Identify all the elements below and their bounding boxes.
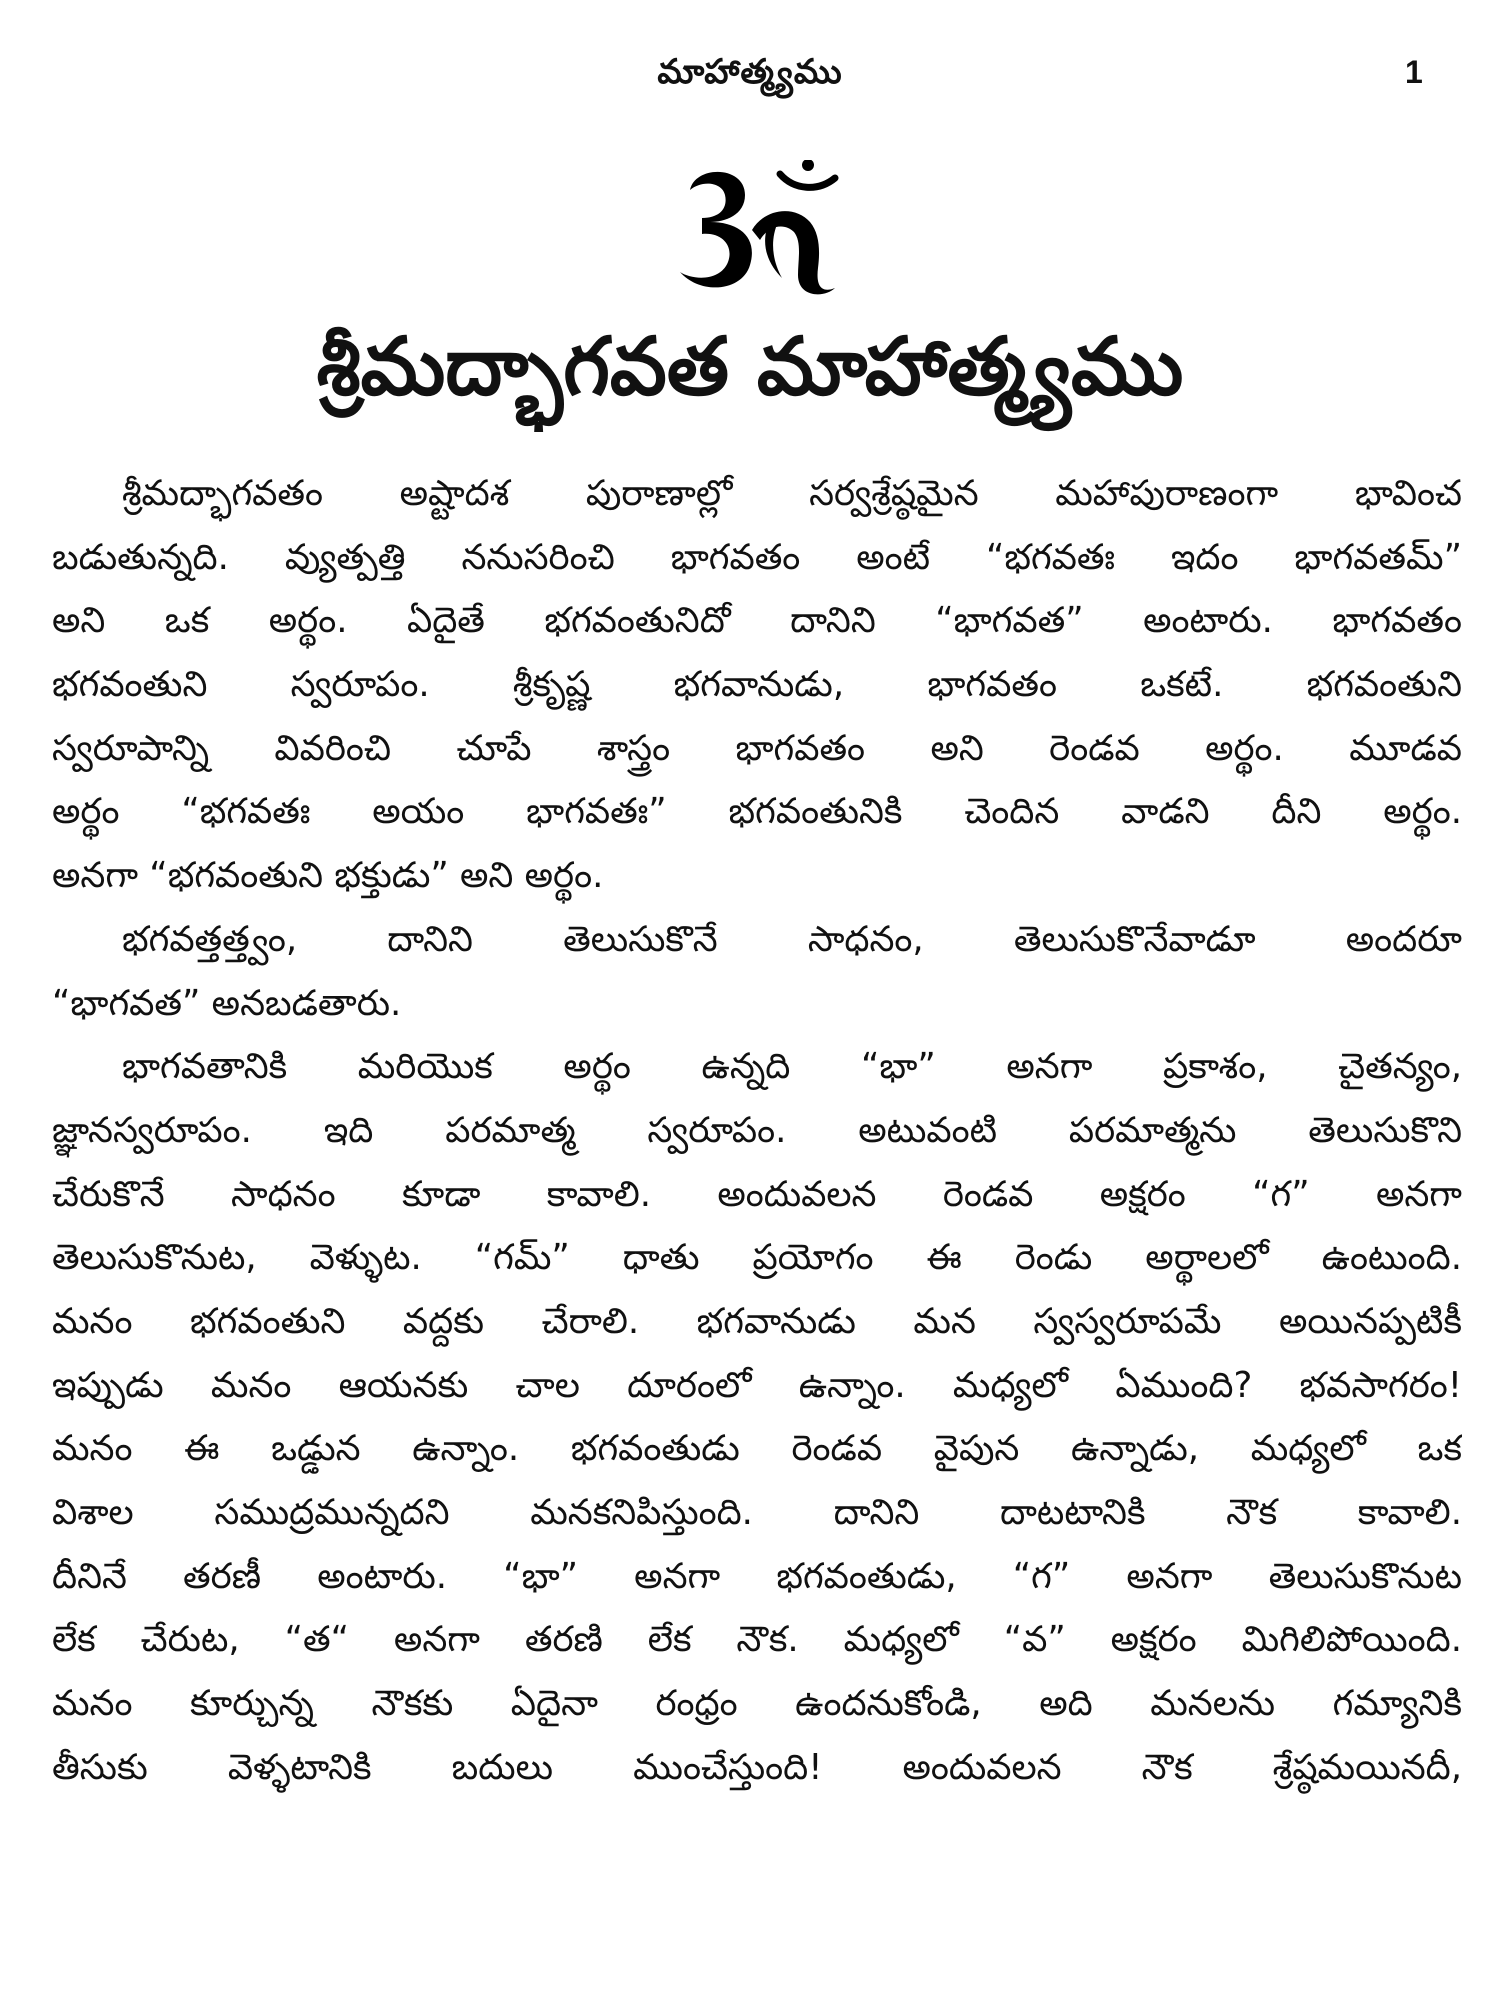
- running-title: మాహాత్మ్యము: [657, 52, 843, 92]
- text-line: మనం కూర్చున్న నౌకకు ఏదైనా రంధ్రం ఉందనుకోండి, అది మనలను గమ్యానికి: [52, 1683, 1462, 1725]
- text-line: భాగవతానికి మరియొక అర్థం ఉన్నది “భా” అనగా ప్రకాశం, చైతన్యం,: [122, 1046, 1462, 1088]
- text-line: అర్థం “భగవతః అయం భాగవతః” భగవంతునికి చెందిన వాడని దీని అర్థం.: [52, 791, 1462, 833]
- page-title: శ్రీమద్భాగవత మాహాత్మ్యము: [316, 320, 1184, 413]
- text-line: శ్రీమద్భాగవతం అష్టాదశ పురాణాల్లో సర్వశ్రేష్ఠమైన మహాపురాణంగా భావించ: [122, 473, 1462, 514]
- text-line: భగవంతుని స్వరూపం. శ్రీకృష్ణ భగవానుడు, భాగవతం ఒకటే. భగవంతుని: [52, 664, 1462, 706]
- text-line: బడుతున్నది. వ్యుత్పత్తి ననుసరించి భాగవతం అంటే “భగవతః ఇదం భాగవతమ్”: [52, 536, 1462, 578]
- text-line: విశాల సముద్రమున్నదని మనకనిపిస్తుంది. దానిని దాటటానికి నౌక కావాలి.: [52, 1492, 1462, 1533]
- text-line: తీసుకు వెళ్ళటానికి బదులు ముంచేస్తుంది! అందువలన నౌక శ్రేష్ఠమయినదీ,: [52, 1746, 1462, 1788]
- text-line: “భాగవత” అనబడతారు.: [52, 982, 402, 1024]
- text-line: ఇప్పుడు మనం ఆయనకు చాల దూరంలో ఉన్నాం. మధ్యలో ఏముంది? భవసాగరం!: [52, 1364, 1462, 1406]
- text-line: మనం ఈ ఒడ్డున ఉన్నాం. భగవంతుడు రెండవ వైపున ఉన్నాడు, మధ్యలో ఒక: [52, 1428, 1462, 1470]
- body-text: [52, 462, 1462, 1799]
- text-line: దీనినే తరణీ అంటారు. “భా” అనగా భగవంతుడు, “గ” అనగా తెలుసుకొనుట: [52, 1555, 1462, 1597]
- text-line: చేరుకొనే సాధనం కూడా కావాలి. అందువలన రెండవ అక్షరం “గ” అనగా: [52, 1173, 1462, 1215]
- om-symbol-icon: [670, 160, 845, 300]
- text-line: లేక చేరుట, “త“ అనగా తరణి లేక నౌక. మధ్యలో “వ” అక్షరం మిగిలిపోయింది.: [52, 1619, 1462, 1661]
- text-line: భగవత్తత్త్వం, దానిని తెలుసుకొనే సాధనం, తెలుసుకొనేవాడూ అందరూ: [122, 918, 1462, 960]
- text-line: అని ఒక అర్థం. ఏదైతే భగవంతునిదో దానిని “భాగవత” అంటారు. భాగవతం: [52, 600, 1462, 642]
- text-line: అనగా “భగవంతుని భక్తుడు” అని అర్థం.: [52, 855, 604, 897]
- text-line: జ్ఞానస్వరూపం. ఇది పరమాత్మ స్వరూపం. అటువంటి పరమాత్మను తెలుసుకొని: [52, 1109, 1462, 1151]
- text-line: తెలుసుకొనుట, వెళ్ళుట. “గమ్” ధాతు ప్రయోగం ఈ రెండు అర్థాలలో ఉంటుంది.: [52, 1237, 1462, 1279]
- text-line: స్వరూపాన్ని వివరించి చూపే శాస్త్రం భాగవతం అని రెండవ అర్థం. మూడవ: [52, 727, 1462, 769]
- text-line: మనం భగవంతుని వద్దకు చేరాలి. భగవానుడు మన స్వస్వరూపమే అయినప్పటికీ: [52, 1300, 1462, 1342]
- page-number: 1: [1405, 54, 1423, 90]
